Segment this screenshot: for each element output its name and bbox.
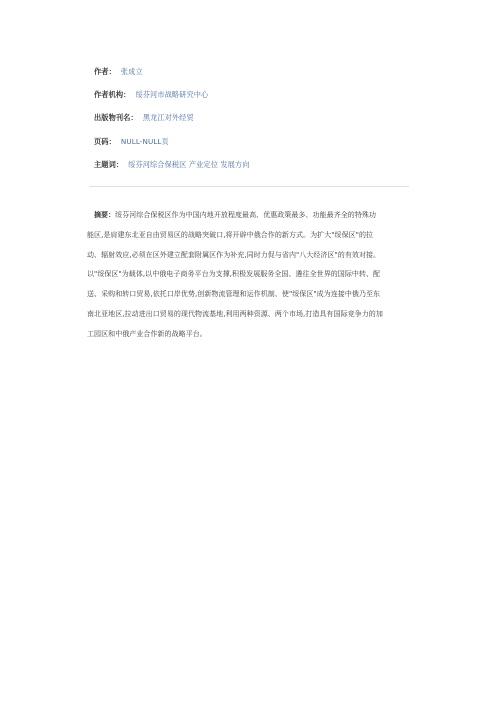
pages-label: 页码：	[94, 137, 116, 146]
abstract-line: 南北亚地区,拉动进出口贸易的现代物流基地,利用两种资源、两个市场,打造具有国际竞争力的加	[87, 309, 383, 318]
abstract-line: 以"绥保区"为载体,以中俄电子商务平台为支撑,积极发展服务全国、遴往全世界的国际中转、配	[87, 270, 381, 279]
journal-value[interactable]: 黑龙江对外经贸	[142, 113, 194, 122]
abstract-line: 动、辐射效应,必须在区外建立配套附属区作为补充,同时力促与省内"八大经济区"的有效对接。	[87, 250, 381, 259]
pages-row	[94, 137, 169, 147]
section-divider	[89, 186, 409, 187]
abstract-line	[94, 206, 409, 226]
abstract-block	[87, 206, 409, 345]
keywords-value[interactable]: 绥芬河综合保税区 产业定位 发展方向	[128, 160, 250, 169]
abstract-line: 送、采购和转口贸易,依托口岸优势,创新物流管理和运作机制、使"绥保区"成为连接中俄乃至东	[87, 290, 381, 299]
abstract-line: 能区,是肩建东北亚自由贸易区的战略突破口,将开辟中俄合作的新方式。为扩大"绥保区"的拉	[87, 230, 374, 239]
institution-label: 作者机构：	[94, 90, 131, 99]
author-row	[94, 67, 143, 77]
journal-row	[94, 113, 194, 123]
institution-row	[94, 90, 208, 100]
abstract-line: 工园区和中俄产业合作新的战略平台。	[87, 329, 207, 338]
keywords-label: 主题词：	[94, 160, 124, 169]
author-value[interactable]: 张成立	[120, 67, 143, 76]
keywords-row	[94, 160, 250, 170]
abstract-label: 摘要：	[94, 211, 116, 219]
author-label: 作者：	[94, 67, 116, 76]
institution-value[interactable]: 绥芬河市战略研究中心	[135, 90, 209, 99]
pages-value: NULL-NULL页	[120, 137, 169, 146]
journal-label: 出版物刊名：	[94, 113, 138, 122]
abstract-line-text: 绥芬河综合保税区作为中国内地开放程度最高、优惠政策最多、功能最齐全的特殊功	[115, 211, 377, 219]
